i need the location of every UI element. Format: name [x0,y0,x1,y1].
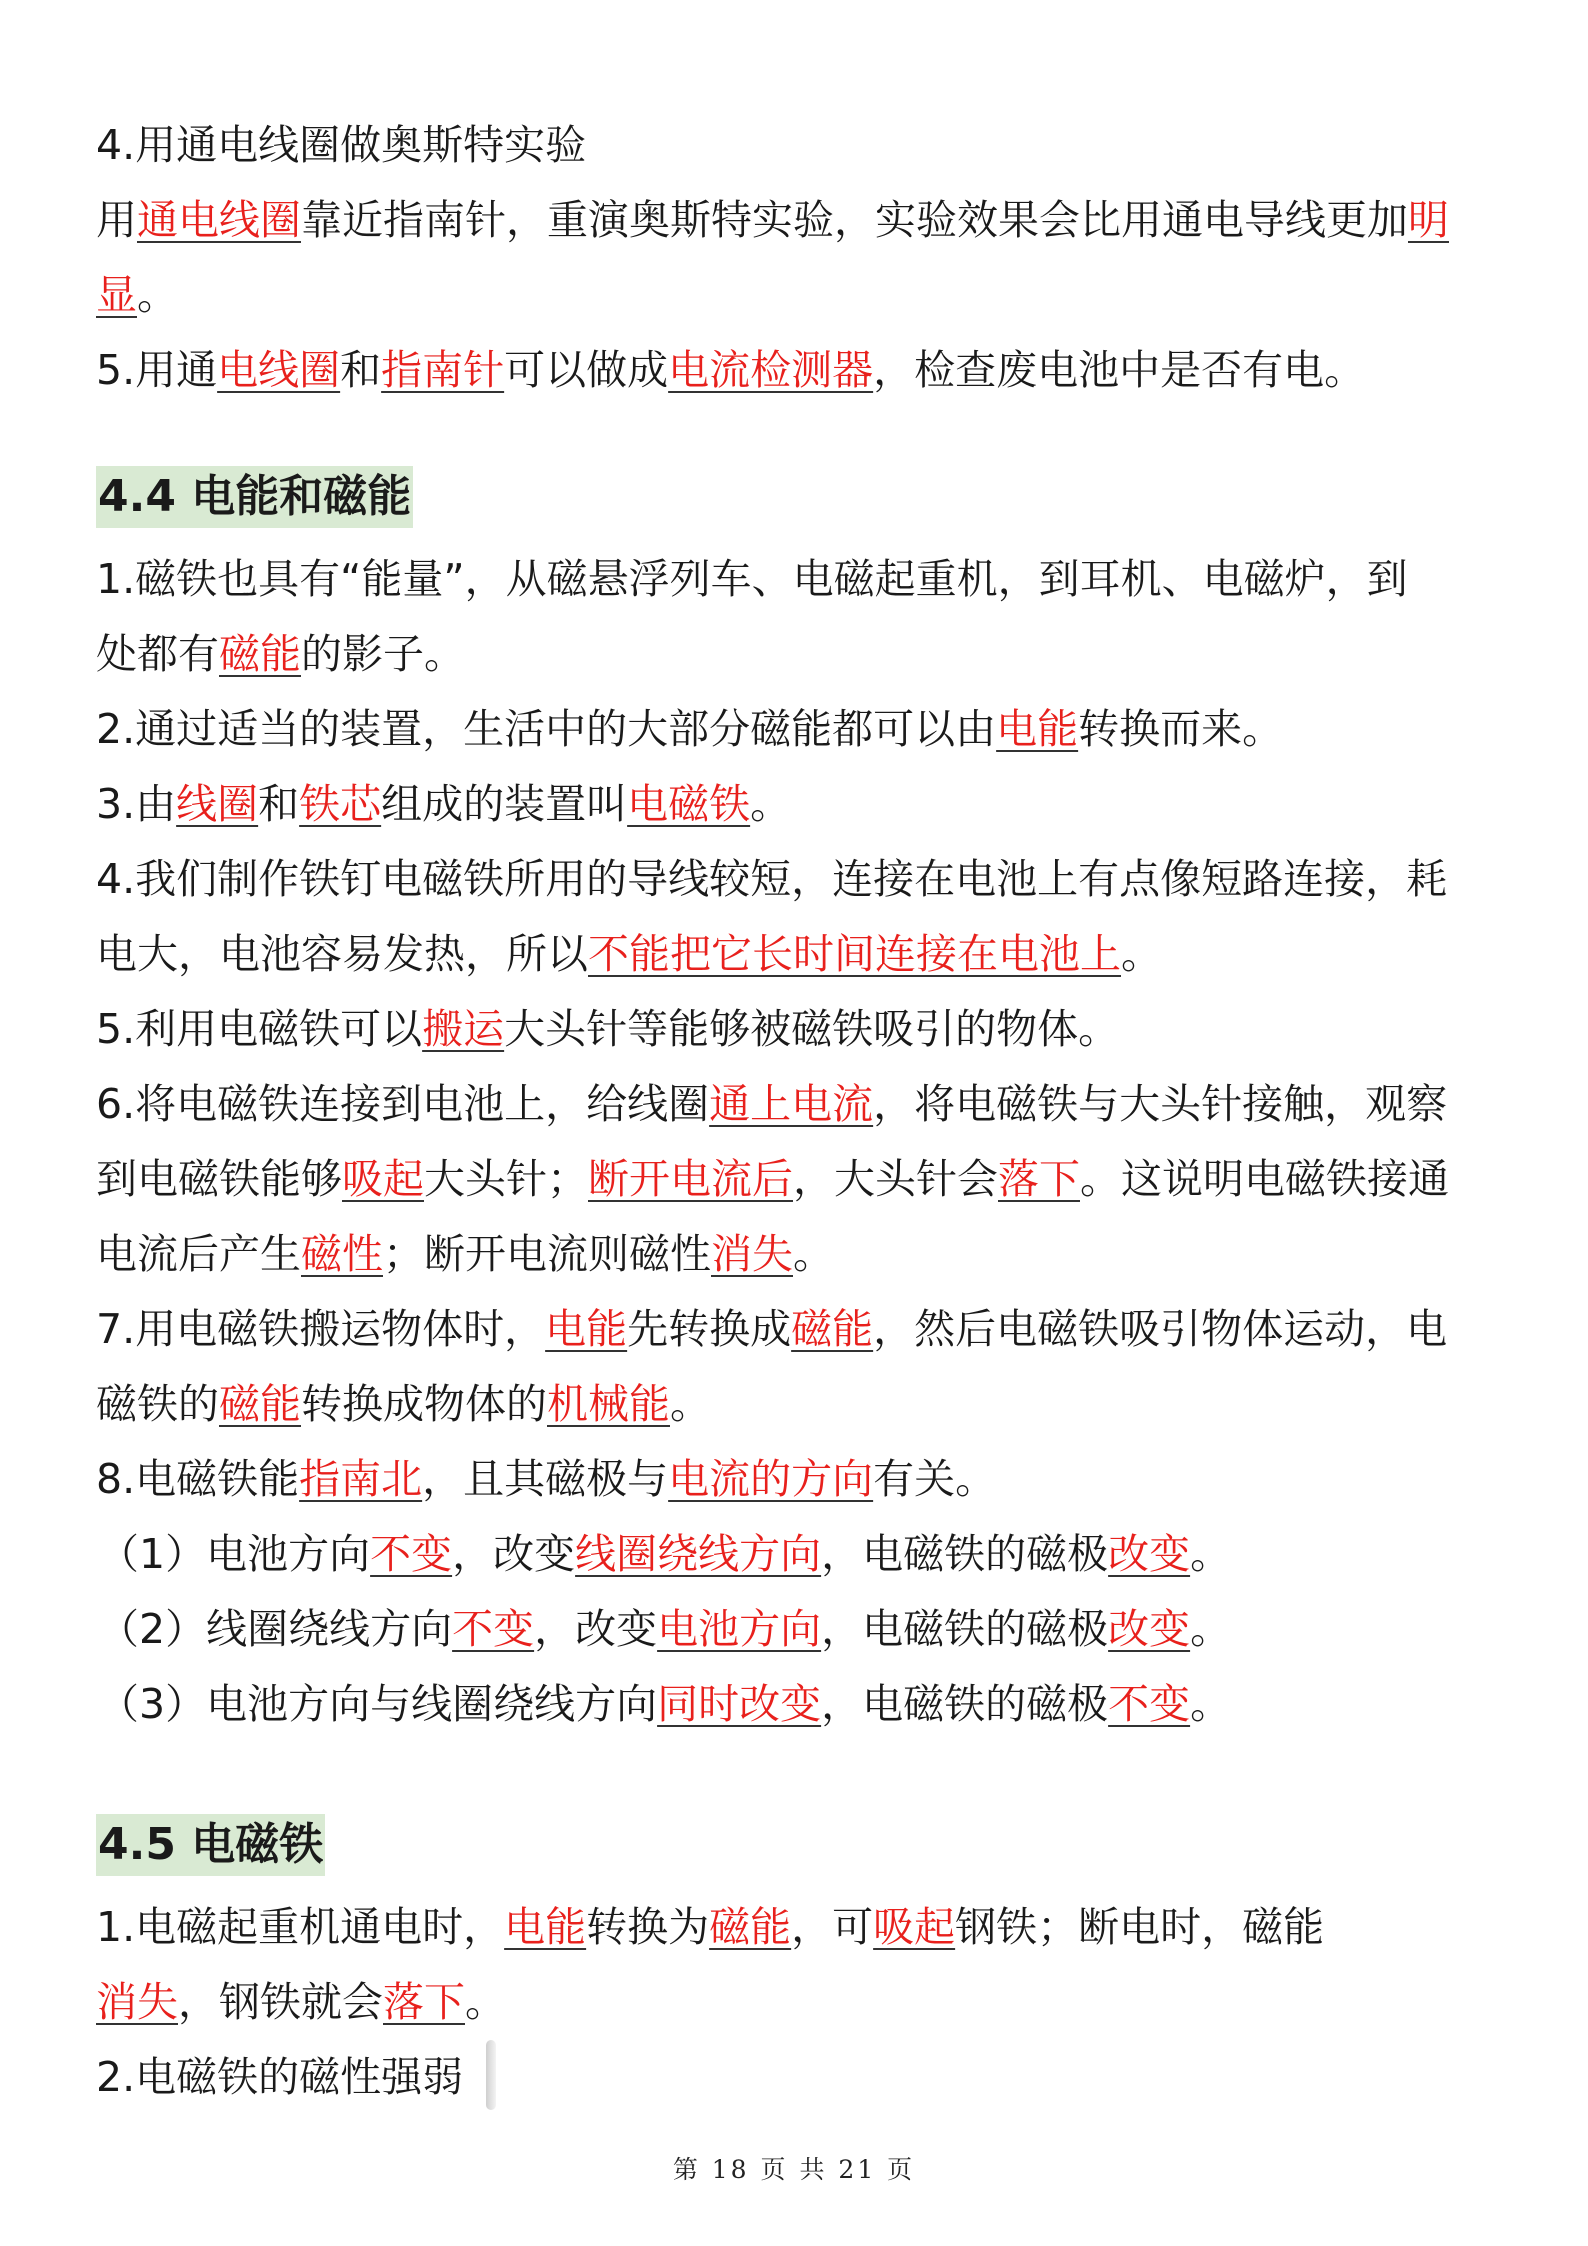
answer: 电流检测器 [668,346,874,394]
answer: 消失 [96,1978,178,2026]
s44-sub2: （2）线圈绕线方向不变，改变电池方向，电磁铁的磁极改变。 [98,1605,1232,1653]
s44-item1-line2: 处都有磁能的影子。 [96,630,465,678]
answer: 磁能 [219,1380,301,1428]
answer: 吸起 [873,1903,956,1951]
intro-item5: 5.用通电线圈和指南针可以做成电流检测器，检查废电池中是否有电。 [96,346,1366,394]
s44-item6-line1: 6.将电磁铁连接到电池上，给线圈通上电流，将电磁铁与大头针接触，观察 [96,1080,1448,1128]
answer: 通上电流 [709,1080,874,1128]
s44-item6-line2: 到电磁铁能够吸起大头针；断开电流后，大头针会落下。这说明电磁铁接通 [96,1155,1449,1203]
answer: 电能 [504,1903,587,1951]
s44-item4-line1: 4.我们制作铁钉电磁铁所用的导线较短，连接在电池上有点像短路连接，耗 [96,855,1448,903]
answer: 电磁铁 [627,780,751,828]
answer: 明 [1408,196,1449,244]
intro-item4-line1: 用通电线圈靠近指南针，重演奥斯特实验，实验效果会比用通电导线更加明 [96,196,1449,244]
answer: 电能 [545,1305,628,1353]
s44-sub1: （1）电池方向不变，改变线圈绕线方向，电磁铁的磁极改变。 [98,1530,1232,1578]
answer: 线圈 [176,780,259,828]
s44-item7-line2: 磁铁的磁能转换成物体的机械能。 [96,1380,711,1428]
answer: 磁能 [709,1903,792,1951]
answer: 磁性 [301,1230,383,1278]
answer: 指南针 [381,346,505,394]
s44-item8: 8.电磁铁能指南北，且其磁极与电流的方向有关。 [96,1455,997,1503]
section-heading-4-4: 4.4 电能和磁能 [96,466,413,528]
answer: 不能把它长时间连接在电池上 [588,930,1121,978]
fade-overlay [470,2030,890,2120]
answer: 改变 [1108,1530,1191,1578]
answer: 通电线圈 [137,196,301,244]
answer: 指南北 [299,1455,423,1503]
s44-item3: 3.由线圈和铁芯组成的装置叫电磁铁。 [96,780,792,828]
answer: 消失 [711,1230,793,1278]
answer: 显 [96,271,137,319]
s44-item6-line3: 电流后产生磁性；断开电流则磁性消失。 [96,1230,834,1278]
answer: 落下 [383,1978,465,2026]
s44-item5: 5.利用电磁铁可以搬运大头针等能够被磁铁吸引的物体。 [96,1005,1120,1053]
s45-item2: 2.电磁铁的磁性强弱 [96,2053,464,2101]
s44-item4-line2: 电大，电池容易发热，所以不能把它长时间连接在电池上。 [96,930,1162,978]
s44-item2: 2.通过适当的装置，生活中的大部分磁能都可以由电能转换而来。 [96,705,1284,753]
answer: 搬运 [422,1005,505,1053]
section-heading-4-5: 4.5 电磁铁 [96,1814,325,1876]
document-page [96,108,1516,2115]
s44-item7-line1: 7.用电磁铁搬运物体时，电能先转换成磁能，然后电磁铁吸引物体运动，电 [96,1305,1448,1353]
s44-item1-line1: 1.磁铁也具有“能量”，从磁悬浮列车、电磁起重机，到耳机、电磁炉，到 [96,555,1408,603]
answer: 电能 [996,705,1079,753]
s45-item1-line1: 1.电磁起重机通电时，电能转换为磁能，可吸起钢铁；断电时，磁能 [96,1903,1325,1951]
answer: 断开电流后 [588,1155,793,1203]
answer: 同时改变 [657,1680,822,1728]
answer: 改变 [1108,1605,1191,1653]
answer: 电流的方向 [668,1455,874,1503]
answer: 线圈绕线方向 [575,1530,822,1578]
s45-item1-line2: 消失，钢铁就会落下。 [96,1978,506,2026]
page-curl-shadow [486,2040,496,2110]
answer: 吸起 [342,1155,424,1203]
answer: 铁芯 [299,780,382,828]
page-footer: 第 18 页 共 21 页 [672,2155,916,2184]
answer: 磁能 [791,1305,874,1353]
intro-item4-title: 4.用通电线圈做奥斯特实验 [96,121,587,169]
answer: 不变 [452,1605,535,1653]
answer: 电池方向 [657,1605,822,1653]
answer: 磁能 [219,630,301,678]
answer: 不变 [370,1530,453,1578]
answer: 落下 [998,1155,1080,1203]
answer: 电线圈 [217,346,341,394]
intro-item4-line2: 显。 [96,271,178,319]
answer: 不变 [1108,1680,1191,1728]
answer: 机械能 [547,1380,670,1428]
s44-sub3: （3）电池方向与线圈绕线方向同时改变，电磁铁的磁极不变。 [98,1680,1232,1728]
